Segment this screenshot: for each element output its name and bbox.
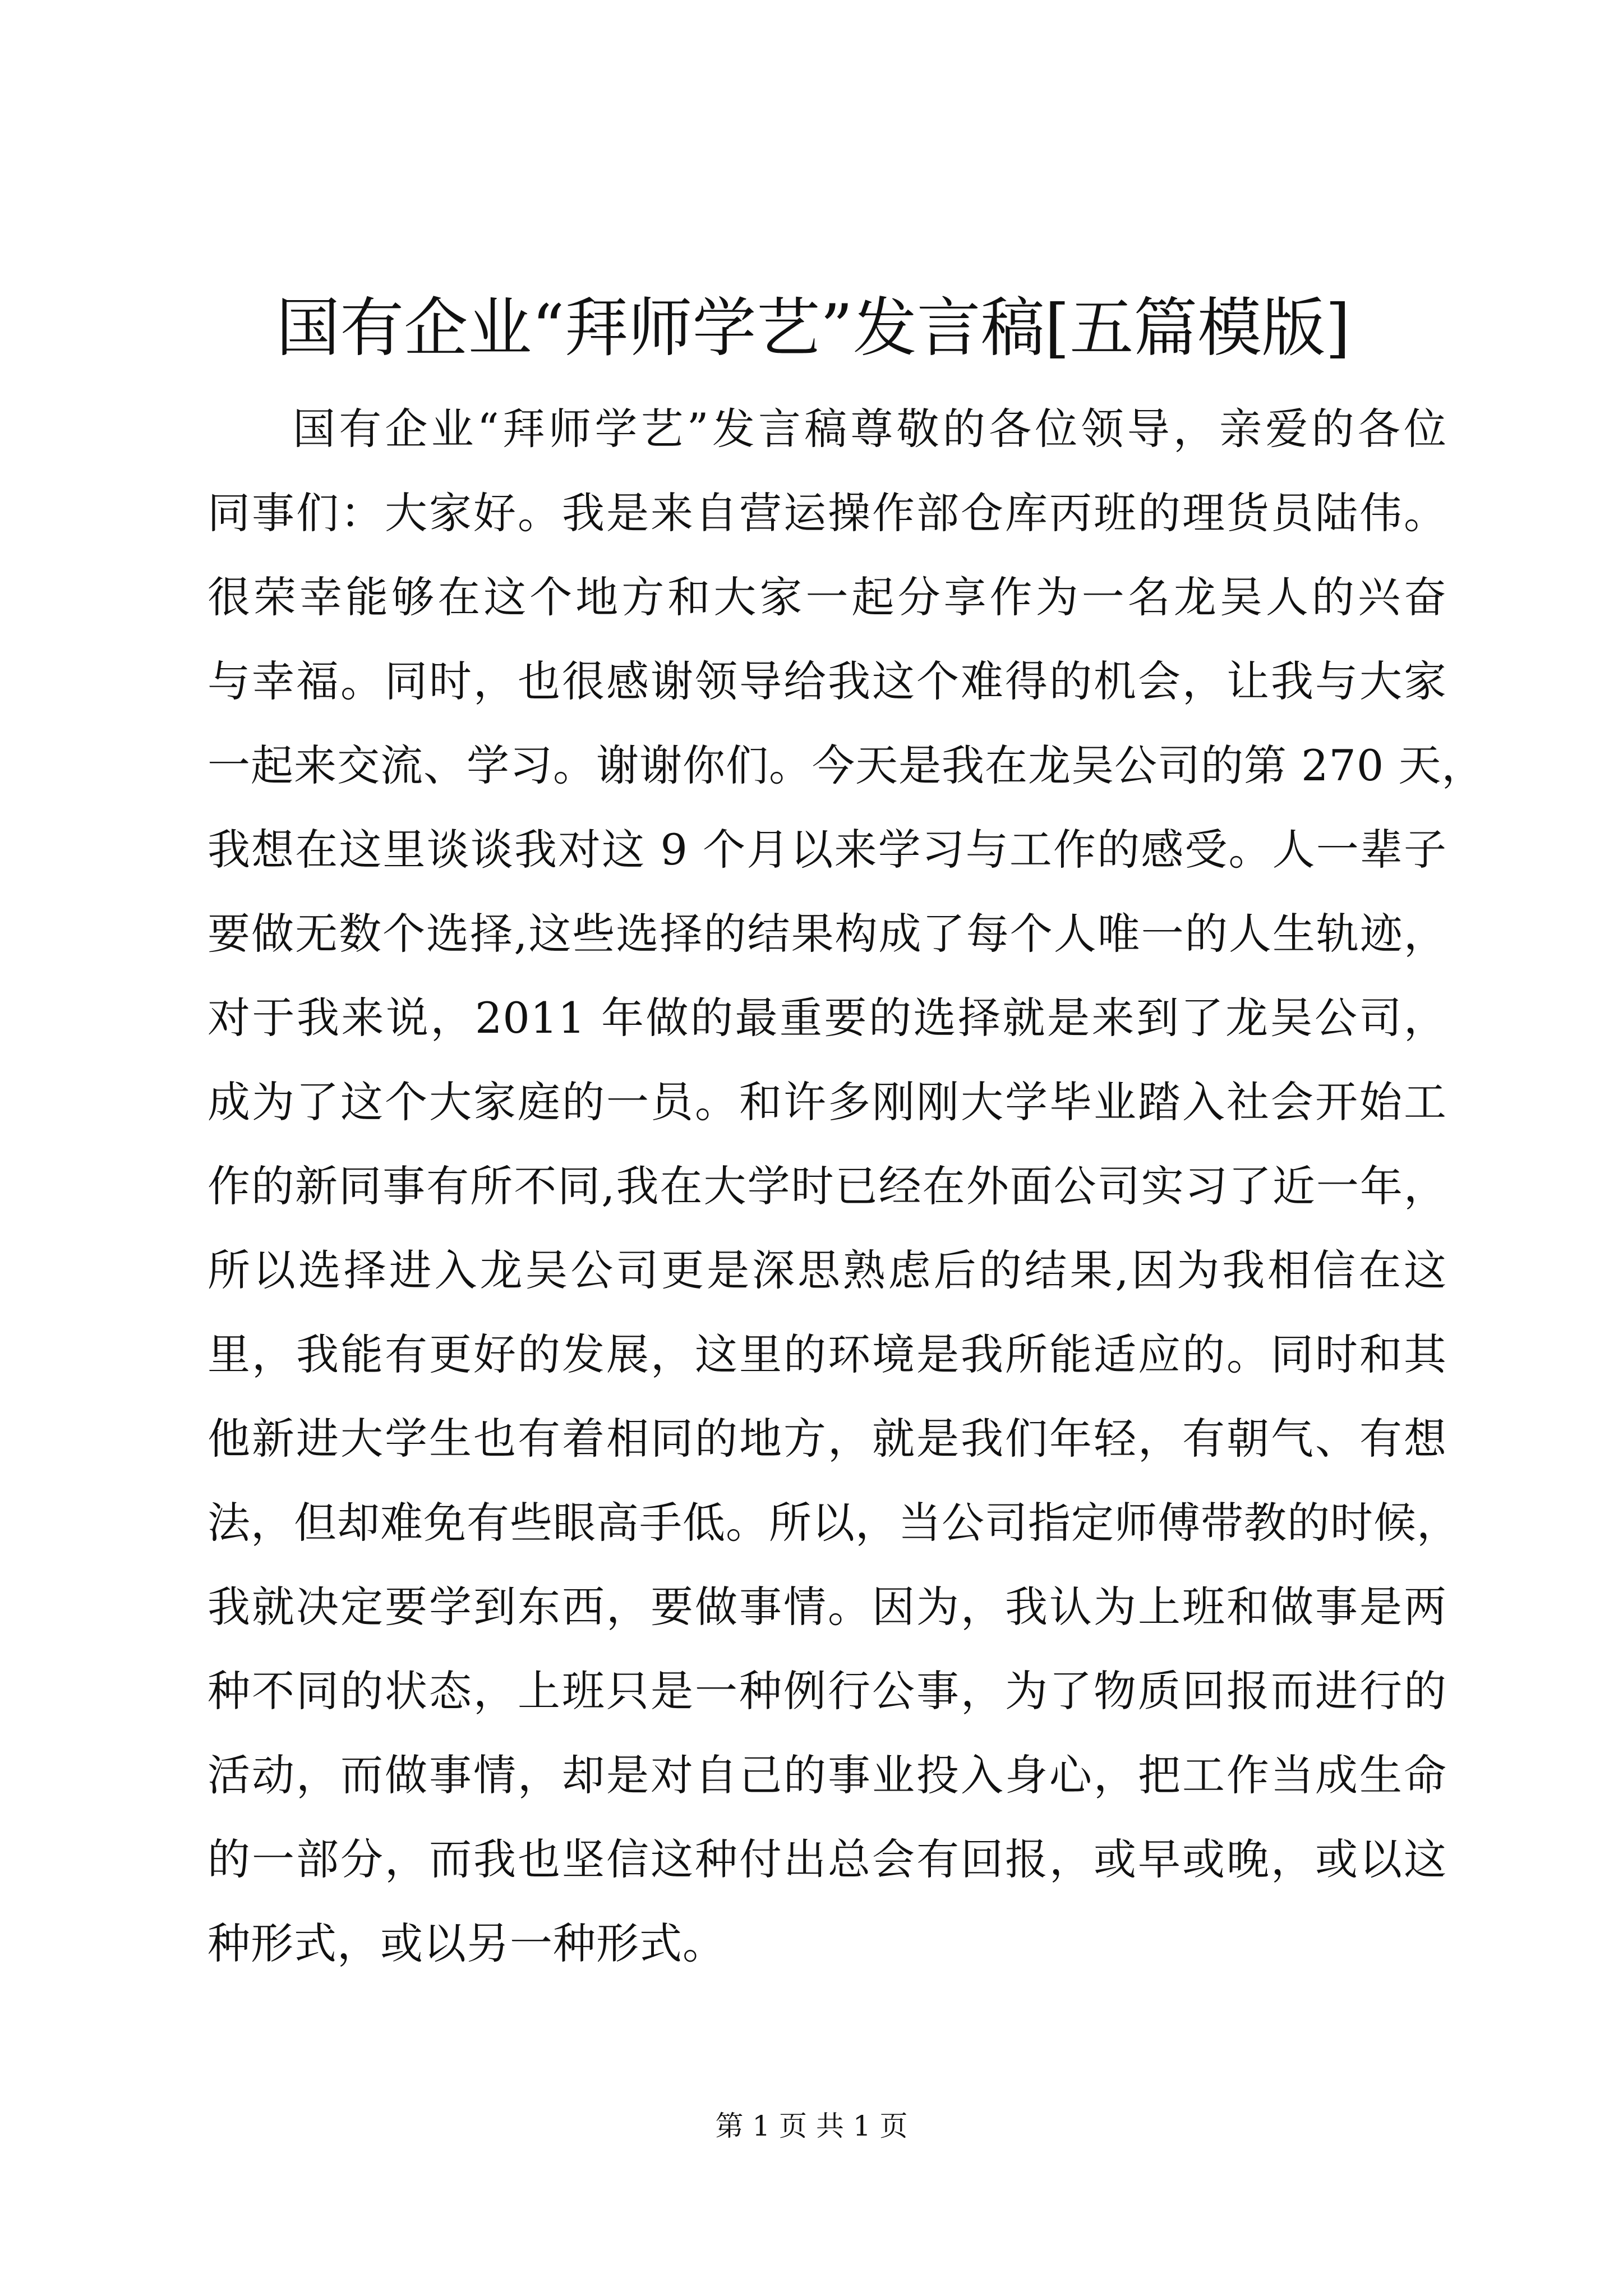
- document-body: [208, 387, 1485, 1986]
- body-line: 国有企业“拜师学艺”发言稿尊敬的各位领导，亲爱的各位: [293, 404, 1447, 454]
- body-line: 对于我来说，2011 年做的最重要的选择就是来到了龙吴公司，: [208, 993, 1447, 1043]
- body-line: 我想在这里谈谈我对这 9 个月以来学习与工作的感受。人一辈子: [208, 825, 1447, 875]
- body-line: 法，但却难免有些眼高手低。所以，当公司指定师傅带教的时候，: [208, 1498, 1460, 1548]
- body-line: 与幸福。同时，也很感谢领导给我这个难得的机会，让我与大家: [208, 656, 1447, 706]
- body-line: 很荣幸能够在这个地方和大家一起分享作为一名龙吴人的兴奋: [208, 572, 1447, 622]
- body-line: 成为了这个大家庭的一员。和许多刚刚大学毕业踏入社会开始工: [208, 1077, 1447, 1127]
- body-line: 里，我能有更好的发展，这里的环境是我所能适应的。同时和其: [208, 1329, 1447, 1379]
- body-line: 的一部分，而我也坚信这种付出总会有回报，或早或晚，或以这: [208, 1834, 1447, 1884]
- page-footer: 第 1 页 共 1 页: [715, 2110, 908, 2142]
- body-line: 他新进大学生也有着相同的地方，就是我们年轻，有朝气、有想: [208, 1414, 1447, 1464]
- body-line: 所以选择进入龙吴公司更是深思熟虑后的结果,因为我相信在这: [208, 1245, 1447, 1295]
- body-line: 活动，而做事情，却是对自己的事业投入身心，把工作当成生命: [208, 1750, 1447, 1800]
- body-line: 作的新同事有所不同,我在大学时已经在外面公司实习了近一年，: [208, 1161, 1447, 1211]
- body-line: 一起来交流、学习。谢谢你们。今天是我在龙吴公司的第 270 天，: [208, 740, 1485, 790]
- body-line: 种形式，或以另一种形式。: [208, 1918, 726, 1968]
- body-line: 要做无数个选择,这些选择的结果构成了每个人唯一的人生轨迹，: [208, 909, 1447, 959]
- body-line: 同事们：大家好。我是来自营运操作部仓库丙班的理货员陆伟。: [208, 488, 1447, 538]
- document-title: 国有企业“拜师学艺”发言稿[五篇模版]: [276, 291, 1350, 365]
- body-line: 种不同的状态，上班只是一种例行公事，为了物质回报而进行的: [208, 1666, 1447, 1716]
- body-line: 我就决定要学到东西，要做事情。因为，我认为上班和做事是两: [208, 1582, 1447, 1632]
